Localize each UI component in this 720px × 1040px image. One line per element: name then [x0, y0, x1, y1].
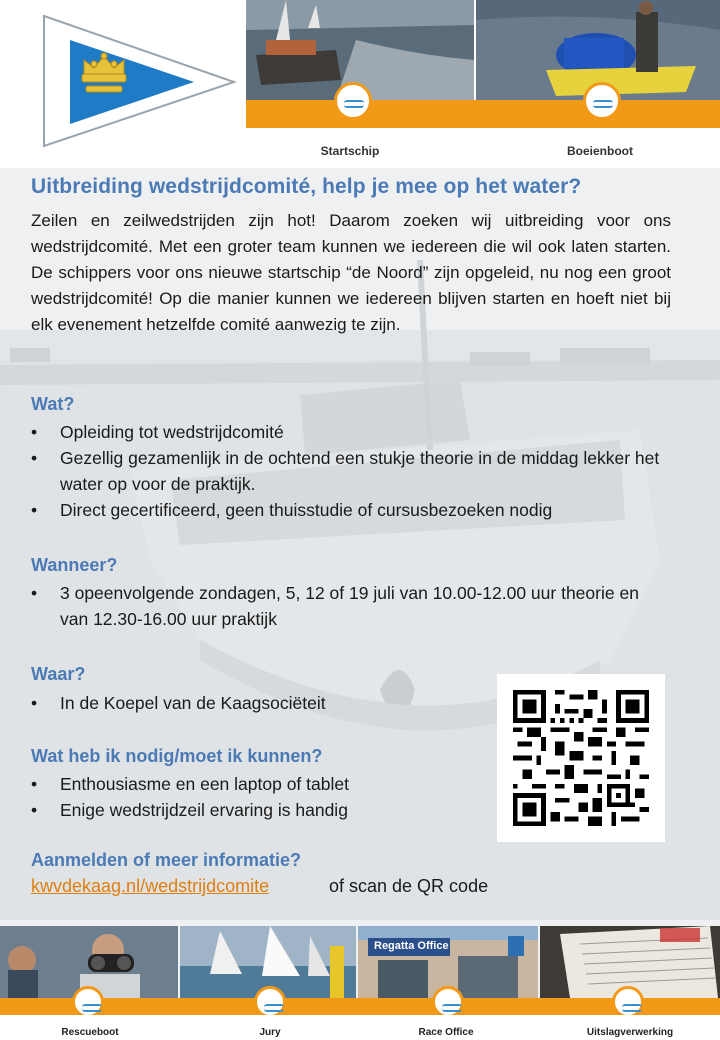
- qr-code[interactable]: [497, 674, 665, 842]
- qr-code-icon: [513, 690, 649, 826]
- pennant-crown-icon: [22, 0, 244, 168]
- signup-qr-text: of scan de QR code: [329, 876, 489, 896]
- caption-startschip: Startschip: [320, 144, 380, 158]
- club-pennant: [22, 0, 244, 168]
- regatta-office-sign: Regatta Office: [374, 940, 449, 952]
- caption-rescueboot: Rescueboot: [61, 1027, 119, 1038]
- section-title-wanneer: Wanneer?: [31, 555, 118, 575]
- header-orange-band: [246, 100, 720, 128]
- club-logo-icon: [432, 986, 464, 1018]
- section-title-wat: Wat?: [31, 394, 75, 414]
- section-title-nodig: Wat heb ik nodig/moet ik kunnen?: [31, 746, 323, 766]
- caption-uitslagverwerking: Uitslagverwerking: [586, 1027, 674, 1038]
- list-item: • In de Koepel van de Kaagsociëteit: [31, 690, 471, 716]
- list-item: • Enige wedstrijdzeil ervaring is handig: [31, 797, 471, 823]
- caption-boeienboot: Boeienboot: [567, 144, 633, 158]
- list-item: • 3 opeenvolgende zondagen, 5, 12 of 19 juli van 10.00-12.00 uur theorie en van 12.30-16.00 uur praktijk: [31, 580, 656, 632]
- club-logo-icon: [254, 986, 286, 1018]
- list-item: • Direct gecertificeerd, geen thuisstudie of cursusbezoeken nodig: [31, 497, 661, 523]
- list-wat: [31, 419, 661, 523]
- section-title-aanmelden: Aanmelden of meer informatie?: [31, 850, 302, 870]
- club-logo-icon: [583, 82, 621, 120]
- club-logo-icon: [334, 82, 372, 120]
- club-logo-icon: [72, 986, 104, 1018]
- list-waar: [31, 690, 471, 716]
- section-title-waar: Waar?: [31, 664, 86, 684]
- list-item: • Opleiding tot wedstrijdcomité: [31, 419, 661, 445]
- list-nodig: [31, 771, 471, 823]
- caption-race-office: Race Office: [418, 1027, 474, 1038]
- list-item: • Enthousiasme en een laptop of tablet: [31, 771, 471, 797]
- caption-jury: Jury: [259, 1027, 281, 1038]
- list-wanneer: [31, 580, 656, 632]
- signup-link[interactable]: kwvdekaag.nl/wedstrijdcomite: [31, 876, 270, 896]
- page-title: Uitbreiding wedstrijdcomité, help je mee op het water?: [31, 175, 582, 198]
- club-logo-icon: [612, 986, 644, 1018]
- footer-photos: [0, 926, 720, 998]
- list-item: • Gezellig gezamenlijk in de ochtend een stukje theorie in de middag lekker het water op voor de praktijk.: [31, 445, 661, 497]
- intro-paragraph: Zeilen en zeilwedstrijden zijn hot! Daarom zoeken wij uitbreiding voor ons wedstrijdcomité. Met een groter team kunnen we iedereen die wil ook laten starten. De schippers voor ons nieuwe startschip “de Noord” zijn opgeleid, nu nog een groot wedstrijdcomité! Op die manier kunnen we iedereen blijven starten en hoeft niet bij elk evenement hetzelfde comité aanwezig te zijn.: [31, 211, 671, 334]
